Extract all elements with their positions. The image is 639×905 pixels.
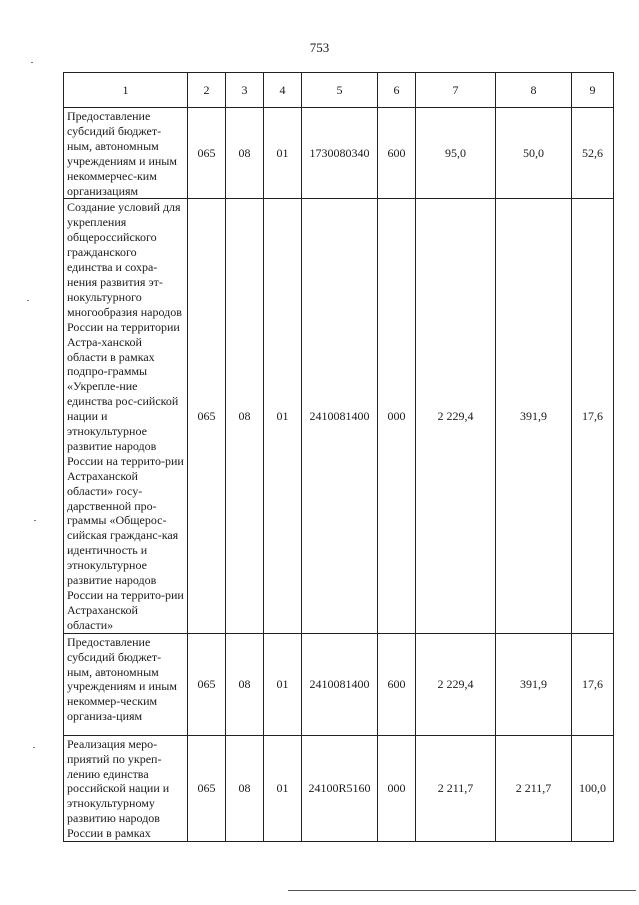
subsection-code: 01 [264,199,302,633]
scan-mark [31,62,33,63]
section-code: 08 [226,199,264,633]
target-article-code: 24100R5160 [302,735,378,841]
bottom-rule [288,890,636,891]
expense-type-code: 000 [378,199,416,633]
expense-type-code: 000 [378,735,416,841]
header-cell: 4 [264,73,302,108]
amount-executed: 50,0 [496,108,572,199]
expense-type-code: 600 [378,633,416,735]
header-cell: 7 [416,73,496,108]
row-description: Создание условий для укрепления общероссийского гражданского единства и сохра-нения развития эт-нокультурного многообразия народов России на территории Астра-ханской области в рамках подпро-граммы «Укрепле-ние единства рос-сийской нации и этнокультурное развитие народов России на террито-рии Астраханской области» госу-дарственной про-граммы «Общерос-сийская гражданс-кая идентичность и этнокультурное развитие народов России на террито-рии Астраханской области» [64,199,188,633]
expense-type-code: 600 [378,108,416,199]
row-description: Предоставление субсидий бюджет-ным, автономным учреждениям и иным некоммерчес-ким организациям [64,108,188,199]
table-row [64,108,614,199]
subsection-code: 01 [264,633,302,735]
amount-planned: 2 229,4 [416,199,496,633]
subsection-code: 01 [264,735,302,841]
execution-percent: 17,6 [572,199,614,633]
ministry-code: 065 [188,633,226,735]
header-cell: 3 [226,73,264,108]
ministry-code: 065 [188,199,226,633]
table-row [64,735,614,841]
table-row [64,199,614,633]
page-number: 753 [309,40,330,55]
target-article-code: 2410081400 [302,633,378,735]
ministry-code: 065 [188,108,226,199]
section-code: 08 [226,735,264,841]
amount-executed: 2 211,7 [496,735,572,841]
subsection-code: 01 [264,108,302,199]
amount-executed: 391,9 [496,633,572,735]
header-cell: 6 [378,73,416,108]
table-row [64,633,614,735]
row-description: Реализация меро-приятий по укреп-лению единства российской нации и этнокультурному развитию народов России в рамках [64,735,188,841]
execution-percent: 17,6 [572,633,614,735]
target-article-code: 1730080340 [302,108,378,199]
header-cell: 5 [302,73,378,108]
execution-percent: 52,6 [572,108,614,199]
header-cell: 9 [572,73,614,108]
amount-planned: 2 211,7 [416,735,496,841]
header-cell: 1 [64,73,188,108]
budget-table [63,72,614,842]
amount-planned: 95,0 [416,108,496,199]
scan-mark [34,520,36,521]
scan-mark [33,747,35,748]
row-description: Предоставление субсидий бюджет-ным, автономным учреждениям и иным некоммер-ческим организа-циям [64,633,188,735]
scan-mark [27,300,29,301]
target-article-code: 2410081400 [302,199,378,633]
amount-executed: 391,9 [496,199,572,633]
header-cell: 8 [496,73,572,108]
execution-percent: 100,0 [572,735,614,841]
header-cell: 2 [188,73,226,108]
section-code: 08 [226,633,264,735]
ministry-code: 065 [188,735,226,841]
header-row [64,73,614,108]
section-code: 08 [226,108,264,199]
amount-planned: 2 229,4 [416,633,496,735]
